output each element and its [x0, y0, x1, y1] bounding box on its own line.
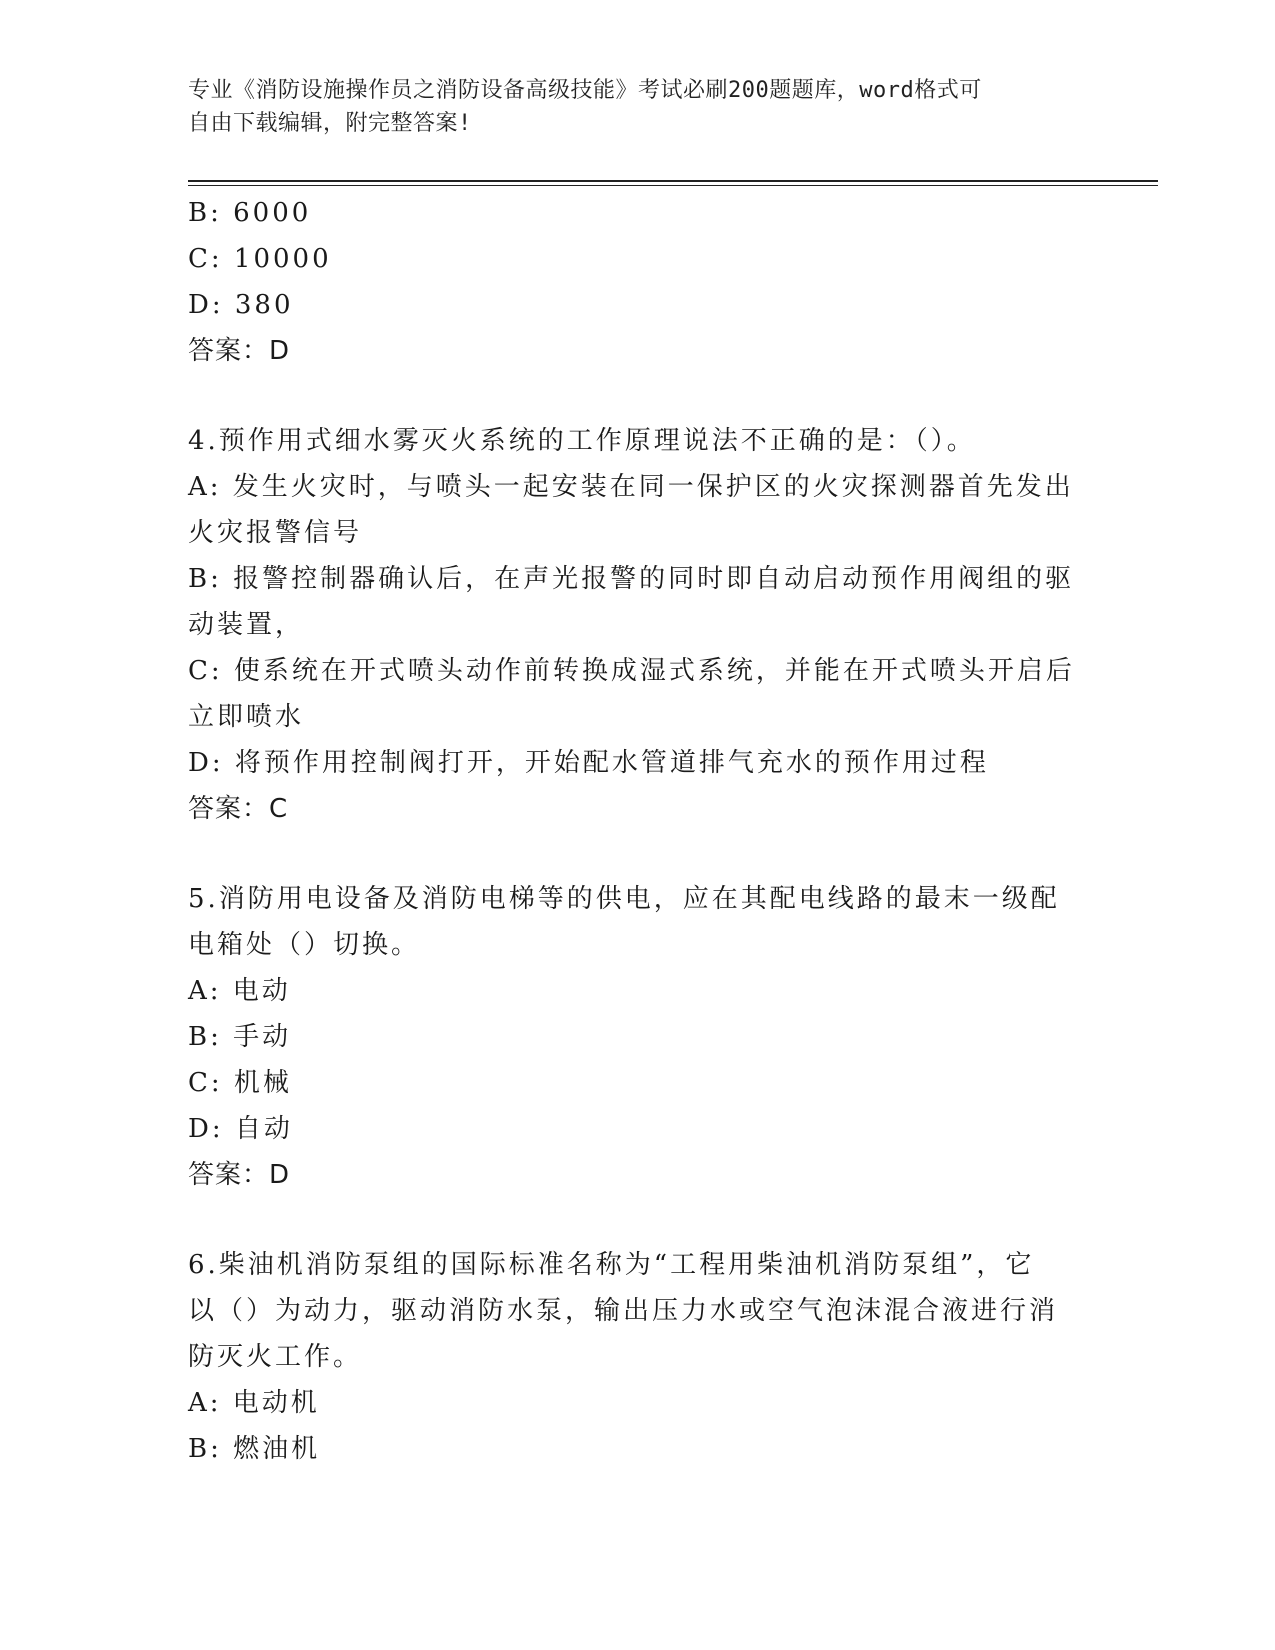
header-divider-thin: [188, 185, 1158, 186]
option-d: D: 380: [188, 290, 294, 320]
question-4: [188, 418, 1088, 832]
option-d: D: 自动: [188, 1114, 293, 1144]
option-a: A: 电动机: [188, 1388, 320, 1418]
question-stem: 4.预作用式细水雾灭火系统的工作原理说法不正确的是：（）。: [188, 426, 976, 456]
question-list: [188, 190, 1088, 1472]
document-header: [188, 74, 1068, 140]
answer: 答案：D: [188, 336, 291, 366]
option-a-line-2: 火灾报警信号: [188, 518, 363, 548]
question-stem-line-3: 防灭火工作。: [188, 1342, 363, 1372]
answer: 答案：D: [188, 1160, 291, 1190]
header-line-2: 自由下载编辑，附完整答案!: [188, 111, 472, 136]
option-b-line-2: 动装置，: [188, 610, 305, 640]
question-6: [188, 1242, 1088, 1472]
option-b: B: 燃油机: [188, 1434, 321, 1464]
option-a: A: 电动: [188, 976, 291, 1006]
question-stem-line-1: 6.柴油机消防泵组的国际标准名称为“工程用柴油机消防泵组”，它: [188, 1250, 1035, 1280]
option-c: C: 机械: [188, 1068, 292, 1098]
option-b-line-1: B: 报警控制器确认后，在声光报警的同时即自动启动预作用阀组的驱: [188, 564, 1075, 594]
question-3: [188, 190, 1088, 374]
option-c: C: 10000: [188, 244, 332, 274]
question-5: [188, 876, 1088, 1198]
question-stem-line-2: 电箱处（）切换。: [188, 930, 421, 960]
option-d-line-1: D: 将预作用控制阀打开，开始配水管道排气充水的预作用过程: [188, 748, 989, 778]
answer: 答案：C: [188, 794, 289, 824]
document-page: [188, 0, 1158, 1650]
option-a-line-1: A: 发生火灾时，与喷头一起安装在同一保护区的火灾探测器首先发出: [188, 472, 1074, 502]
option-c-line-1: C: 使系统在开式喷头动作前转换成湿式系统，并能在开式喷头开启后: [188, 656, 1075, 686]
option-c-line-2: 立即喷水: [188, 702, 305, 732]
header-line-1: 专业《消防设施操作员之消防设备高级技能》考试必刷200题题库，word格式可: [188, 78, 982, 103]
header-divider-thick: [188, 180, 1158, 182]
option-b: B: 手动: [188, 1022, 292, 1052]
option-b: B: 6000: [188, 198, 312, 228]
question-stem-line-2: 以（）为动力，驱动消防水泵，输出压力水或空气泡沫混合液进行消: [188, 1296, 1059, 1326]
question-stem-line-1: 5.消防用电设备及消防电梯等的供电，应在其配电线路的最末一级配: [188, 884, 1060, 914]
